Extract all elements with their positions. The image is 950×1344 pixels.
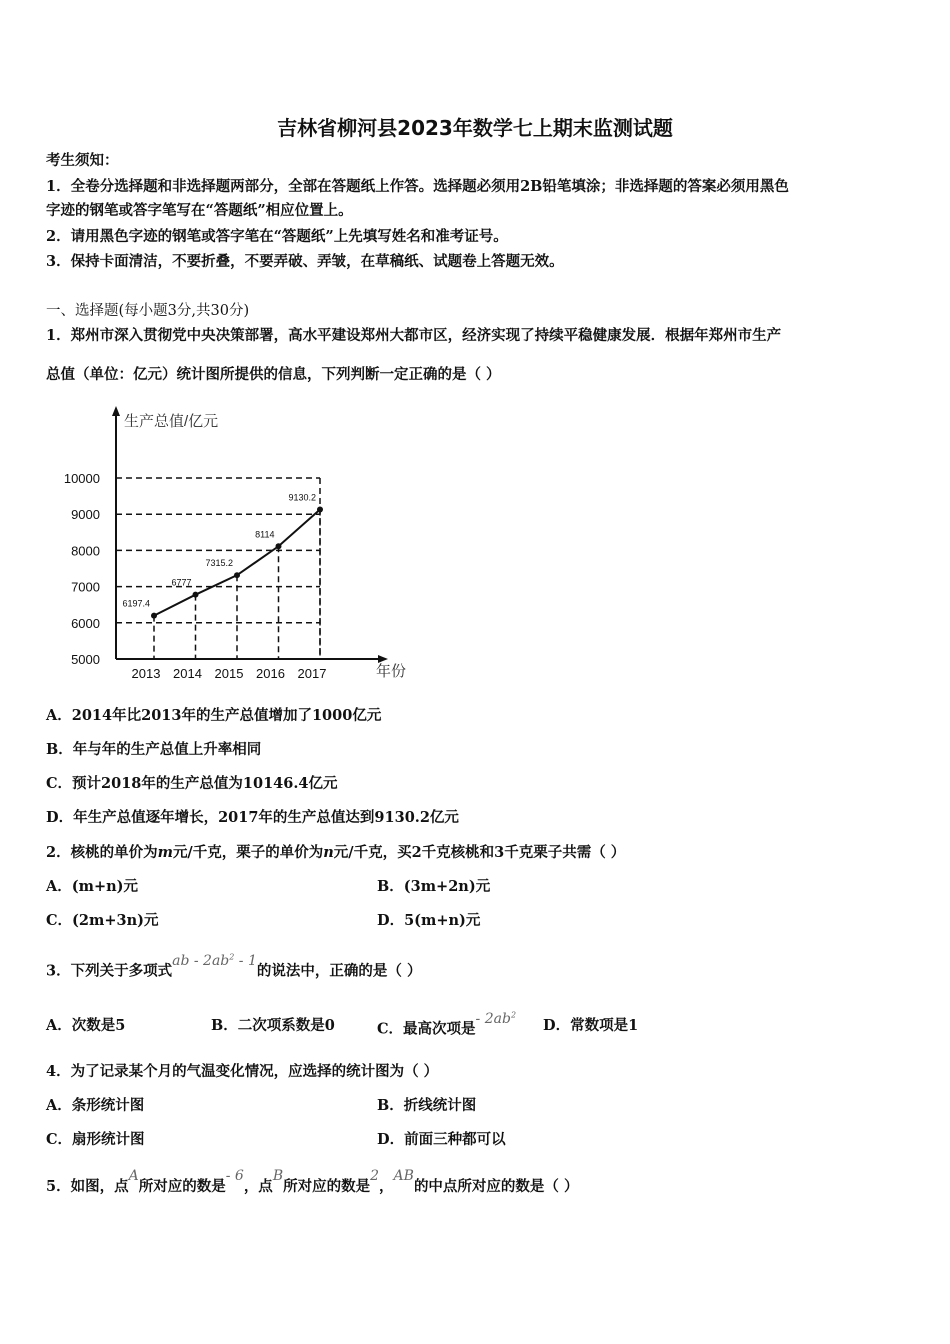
q4-options-row2	[46, 1130, 906, 1150]
q2-stem-mid2: 元/千克，买2千克核桃和3千克栗子共需（ ）	[333, 844, 626, 861]
q4-stem: 4．为了记录某个月的气温变化情况，应选择的统计图为（ ）	[46, 1063, 439, 1080]
y-axis-arrow	[112, 406, 120, 416]
x-tick-label: 2016	[256, 666, 285, 681]
q3-option-d[interactable]: D．常数项是1	[543, 1017, 639, 1034]
y-tick-label: 6000	[71, 615, 100, 631]
notice-item-2: 2．请用黑色字迹的钢笔或答字笔在“答题纸”上先填写姓名和准考证号。	[46, 228, 508, 245]
q1-stem-line2: 总值（单位：亿元）统计图所提供的信息，下列判断一定正确的是（ ）	[46, 366, 501, 383]
q2-stem-pre: 2．核桃的单价为	[46, 844, 158, 861]
q2-option-b[interactable]: B．(3m+2n)元	[377, 878, 491, 895]
q2-option-c[interactable]: C．(2m+3n)元	[46, 912, 159, 929]
q1-option-a[interactable]: A．2014年比2013年的生产总值增加了1000亿元	[46, 707, 382, 724]
x-tick-label: 2014	[173, 666, 202, 681]
q3-stem-post: 的说法中，正确的是（ ）	[256, 962, 422, 980]
y-tick-label: 8000	[71, 543, 100, 559]
q2-var-n: n	[323, 844, 334, 861]
q3-option-c[interactable]: C．最高次项是- $2ab^2$	[377, 1010, 517, 1038]
q4-option-c[interactable]: C．扇形统计图	[46, 1131, 145, 1148]
notice-item-1-cont: 字迹的钢笔或答字笔写在“答题纸”相应位置上。	[46, 202, 353, 219]
q1-option-d[interactable]: D．年生产总值逐年增长，2017年的生产总值达到9130.2亿元	[46, 809, 459, 826]
section-heading: 一、选择题(每小题3分,共30分)	[46, 303, 250, 319]
x-tick-label: 2015	[214, 666, 244, 681]
q1-option-c[interactable]: C．预计2018年的生产总值为10146.4亿元	[46, 775, 338, 792]
q5-segment-ab: AB	[393, 1168, 414, 1184]
q1-stem-line1: 1．郑州市深入贯彻党中央决策部署，高水平建设郑州大都市区，经济实现了持续平稳健康发展．根据年郑州市生产	[46, 327, 782, 344]
y-tick-label: 9000	[71, 507, 100, 523]
q5-point-b: B	[272, 1168, 284, 1184]
data-label: 8114	[255, 529, 275, 540]
data-point	[193, 592, 199, 598]
y-tick-label: 5000	[71, 652, 100, 667]
data-label: 9130.2	[288, 492, 316, 503]
data-point	[151, 613, 157, 619]
y-tick-label: 7000	[71, 579, 100, 595]
q5-stem: 5．如图，点A所对应的数是- 6，点B所对应的数是2，AB的中点所对应的数是（ ）	[46, 1168, 579, 1195]
q4-options-row1	[46, 1096, 906, 1116]
notice-item-3: 3．保持卡面清洁，不要折叠，不要弄破、弄皱，在草稿纸、试题卷上答题无效。	[46, 253, 564, 270]
data-point	[317, 506, 323, 512]
q1-option-b[interactable]: B．年与年的生产总值上升率相同	[46, 741, 262, 758]
data-label: 7315.2	[205, 558, 233, 569]
q4-option-b[interactable]: B．折线统计图	[377, 1097, 477, 1114]
data-label: 6777	[171, 577, 192, 588]
q3-stem-pre: 3．下列关于多项式	[46, 962, 173, 980]
q3-option-b[interactable]: B．二次项系数是0	[211, 1017, 335, 1034]
data-label: 6197.4	[122, 598, 150, 609]
gdp-line-chart	[40, 400, 430, 690]
q2-option-a[interactable]: A．(m+n)元	[46, 878, 139, 895]
q4-option-d[interactable]: D．前面三种都可以	[377, 1131, 506, 1148]
y-axis-label: 生产总值/亿元	[124, 413, 219, 430]
q5-point-a: A	[128, 1168, 139, 1184]
notice-heading: 考生须知：	[46, 152, 119, 169]
data-point	[276, 543, 282, 549]
q2-options-row1	[46, 877, 906, 897]
q3-stem	[46, 952, 422, 982]
y-tick-label: 10000	[63, 471, 100, 486]
q3-options	[46, 1010, 906, 1038]
q2-stem-mid1: 元/千克，栗子的单价为	[172, 844, 324, 861]
q4-option-a[interactable]: A．条形统计图	[46, 1097, 145, 1114]
q5-value-a: - 6	[225, 1168, 244, 1184]
q2-option-d[interactable]: D．5(m+n)元	[377, 912, 481, 929]
page-title: 吉林省柳河县2023年数学七上期末监测试题	[277, 116, 673, 140]
q3-option-c-expr: - $2ab^2$	[475, 1010, 517, 1027]
q2-options-row2	[46, 911, 906, 931]
q3-polynomial: ab - $2ab^2 - 1$	[172, 952, 257, 969]
notice-item-1: 1．全卷分选择题和非选择题两部分，全部在答题纸上作答。选择题必须用2B铅笔填涂；非选择题的答案必须用黑色	[46, 178, 789, 195]
q3-option-a[interactable]: A．次数是5	[46, 1017, 126, 1034]
data-point	[234, 572, 240, 578]
x-axis-arrow	[378, 655, 388, 663]
q2-stem	[46, 843, 625, 863]
x-tick-label: 2017	[297, 666, 327, 681]
q2-var-m: m	[157, 844, 173, 861]
x-tick-label: 2013	[131, 666, 161, 681]
q5-value-b: 2	[370, 1168, 380, 1184]
x-axis-label: 年份	[376, 663, 407, 680]
